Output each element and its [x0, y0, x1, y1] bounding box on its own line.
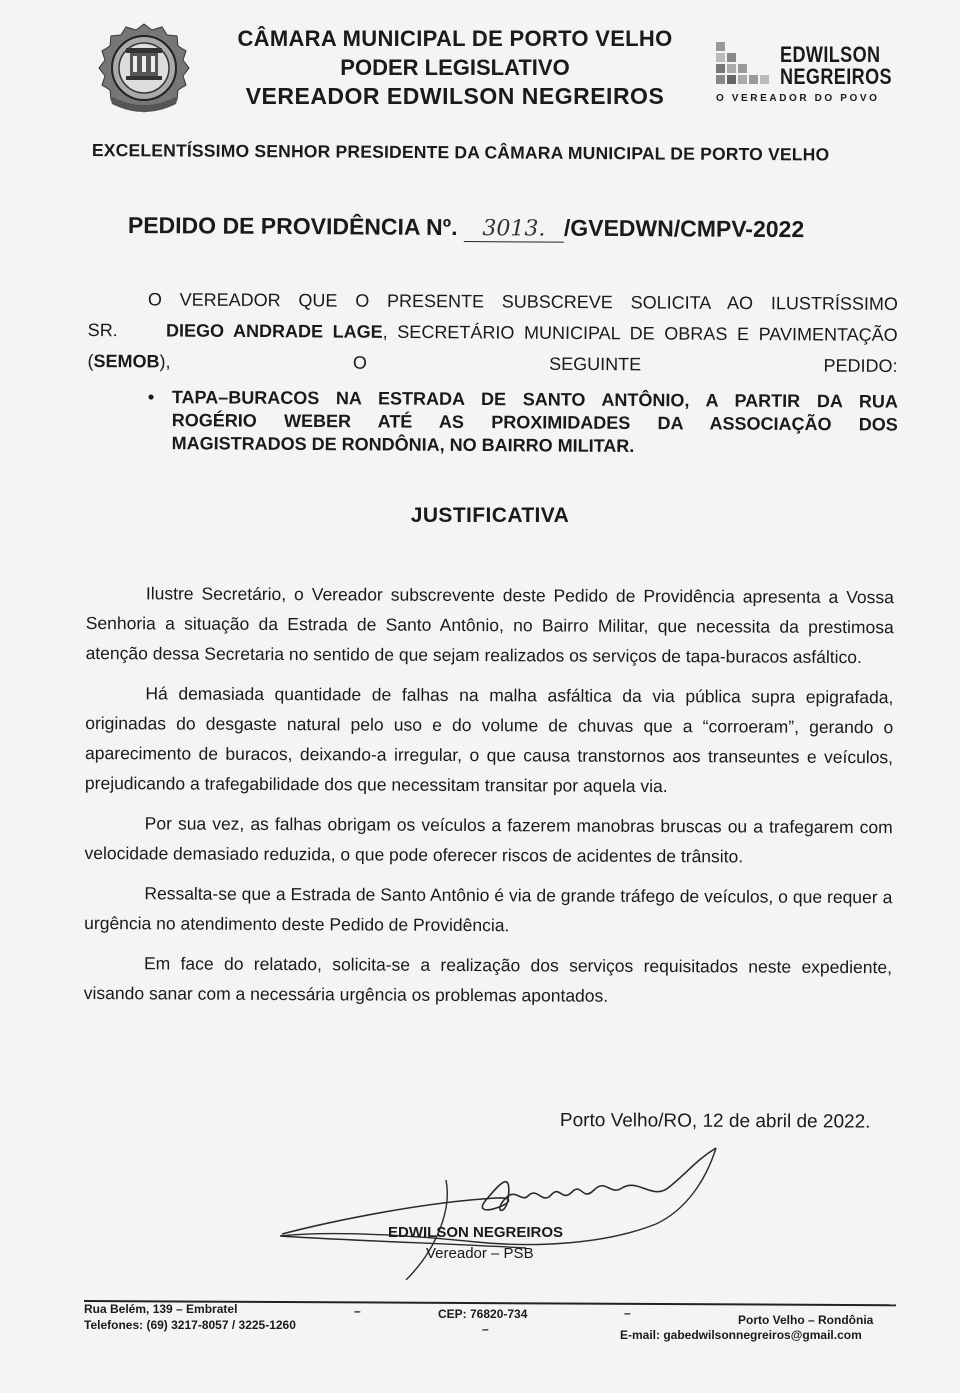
footer-email: E-mail: gabedwilsonnegreiros@gmail.com — [620, 1328, 862, 1342]
logo-tagline: O VEREADOR DO POVO — [716, 93, 880, 104]
councilman-title: VEREADOR EDWILSON NEGREIROS — [245, 83, 665, 109]
request-suffix: /GVEDWN/CMPV-2022 — [563, 214, 805, 243]
justification-body — [84, 578, 894, 1022]
legislative-branch: PODER LEGISLATIVO — [340, 55, 570, 80]
justification-paragraph: Por sua vez, as falhas obrigam os veículos a fazerem manobras bruscas ou a trafegarem com velocidade demasiado reduzida, o que pode oferecer riscos de acidentes de trânsito. — [84, 813, 893, 867]
footer-separator: – — [482, 1322, 489, 1336]
secretary-name: DIEGO ANDRADE LAGE — [165, 320, 383, 342]
signatory-name: EDWILSON NEGREIROS — [388, 1224, 564, 1241]
bullet-icon: • — [147, 386, 155, 408]
justification-title: JUSTIFICATIVA — [410, 504, 570, 527]
footer-separator: – — [354, 1304, 361, 1318]
justification-paragraph: Em face do relatado, solicita-se a realização dos serviços requisitados neste expediente, visando sanar com a necessária urgência os problemas apontados. — [83, 953, 893, 1006]
logo-blocks-icon — [716, 42, 776, 98]
request-number-handwritten: 3013. — [464, 216, 564, 243]
justification-paragraph: Ressalta-se que a Estrada de Santo Antônio é via de grande tráfego de veículos, o que requer a urgência no atendimento deste Pedido de Providência. — [84, 883, 893, 936]
chamber-seal-icon — [96, 22, 192, 118]
footer-cep: CEP: 76820-734 — [438, 1307, 528, 1321]
chamber-name: CÂMARA MUNICIPAL DE PORTO VELHO — [237, 26, 673, 51]
header-title-block — [200, 24, 710, 111]
request-items-list — [148, 386, 898, 460]
addressee-line: EXCELENTÍSSIMO SENHOR PRESIDENTE DA CÂMARA MUNICIPAL DE PORTO VELHO — [91, 140, 830, 165]
logo-name: EDWILSON NEGREIROS — [780, 42, 892, 89]
request-prefix: PEDIDO DE PROVIDÊNCIA Nº. — [127, 212, 458, 241]
date-line: Porto Velho/RO, 12 de abril de 2022. — [559, 1110, 871, 1133]
justification-paragraph: Há demasiada quantidade de falhas na malha asfáltica da via pública supra epigrafada, originadas do desgaste natural pelo uso e do volume de chuvas que a “corroeram”, gerando o aparecimento de buracos, deixando-a irregular, o que causa transtornos aos transeuntes e veículos, prejudicando a trafegabilidade dos que necessitam transitar por aquela via. — [84, 683, 894, 797]
footer-phones: Telefones: (69) 3217-8057 / 3225-1260 — [84, 1318, 296, 1332]
councilman-logo — [716, 42, 902, 112]
footer-address: Rua Belém, 139 – Embratel — [84, 1302, 238, 1316]
request-intro — [87, 284, 898, 382]
signatory-role: Vereador – PSB — [426, 1245, 534, 1262]
secretariat-acronym: SEMOB — [93, 351, 160, 372]
footer-city: Porto Velho – Rondônia — [738, 1313, 874, 1327]
footer-separator: – — [624, 1306, 631, 1320]
intro-line-2: SR. DIEGO ANDRADE LAGE, SECRETÁRIO MUNICIPAL DE OBRAS E PAVIMENTAÇÃO (SEMOB), O SEGUINTE PEDIDO: — [87, 319, 898, 376]
intro-line-1: O VEREADOR QUE O PRESENTE SUBSCREVE SOLICITA AO ILUSTRÍSSIMO — [147, 289, 898, 314]
list-item: TAPA–BURACOS NA ESTRADA DE SANTO ANTÔNIO, A PARTIR DA RUA ROGÉRIO WEBER ATÉ AS PROXIMIDADES DA ASSOCIAÇÃO DOS MAGISTRADOS DE RONDÔNIA, NO BAIRRO MILITAR. — [171, 387, 898, 456]
justification-paragraph: Ilustre Secretário, o Vereador subscrevente deste Pedido de Providência apresenta a Vossa Senhoria a situação da Estrada de Santo Antônio, no Bairro Militar, que necessita da prestimosa atenção dessa Secretaria no sentido de que sejam realizados os serviços de tapa-buracos asfáltico. — [85, 583, 894, 668]
request-title — [128, 212, 804, 244]
